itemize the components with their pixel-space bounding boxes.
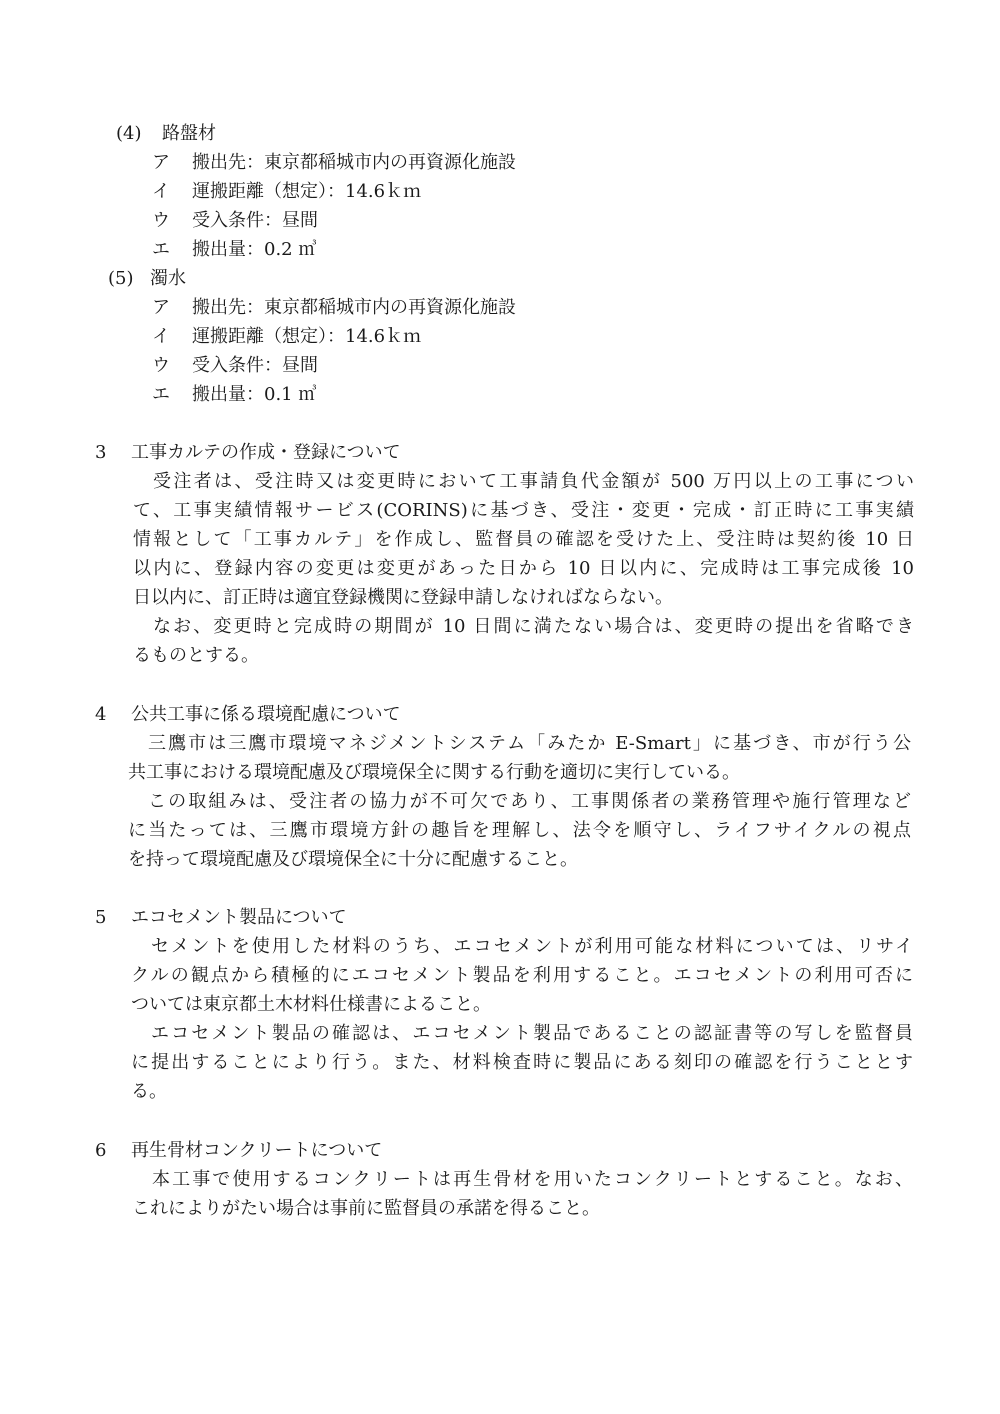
section-heading-6 xyxy=(95,1139,382,1163)
subheading-title: 濁水 xyxy=(150,268,186,289)
paragraph-line: に提出することにより行う。また、材料検査時に製品にある刻印の確認を行うこととす xyxy=(131,1052,913,1073)
paragraph-line: を持って環境配慮及び環境保全に十分に配慮すること。 xyxy=(128,849,578,870)
paragraph-line: 情報として「工事カルテ」を作成し、監督員の確認を受けた上、受注時は契約後 10 日 xyxy=(133,529,914,550)
section-number: 3 xyxy=(95,442,107,463)
paragraph-line: ついては東京都土木材料仕様書によること。 xyxy=(131,994,491,1015)
paragraph-line: セメントを使用した材料のうち、エコセメントが利用可能な材料については、リサイ xyxy=(151,936,913,957)
list-item: イ 運搬距離（想定）：14.6ｋｍ xyxy=(152,181,422,202)
list-item: イ 運搬距離（想定）：14.6ｋｍ xyxy=(152,326,422,347)
subheading-4 xyxy=(116,122,216,146)
paragraph-line: 日以内に、訂正時は適宜登録機関に登録申請しなければならない。 xyxy=(133,587,673,608)
section-title: 工事カルテの作成・登録について xyxy=(131,442,401,463)
paragraph-line: この取組みは、受注者の協力が不可欠であり、工事関係者の業務管理や施行管理など xyxy=(148,791,911,812)
paragraph-line: 三鷹市は三鷹市環境マネジメントシステム「みたか E-Smart」に基づき、市が行う公 xyxy=(148,733,911,754)
list-item: エ 搬出量：0.1 ㎥ xyxy=(152,384,317,405)
list-item: ア 搬出先：東京都稲城市内の再資源化施設 xyxy=(152,297,516,318)
subheading-number: (5) xyxy=(108,268,134,289)
section-heading-5 xyxy=(95,906,347,930)
paragraph-line: る。 xyxy=(131,1081,167,1102)
section-number: 5 xyxy=(95,907,107,928)
section-number: 4 xyxy=(95,704,107,725)
section-title: 再生骨材コンクリートについて xyxy=(131,1140,383,1161)
list-item: エ 搬出量：0.2 ㎥ xyxy=(152,239,317,260)
section-heading-4 xyxy=(95,703,401,727)
section-title: エコセメント製品について xyxy=(131,907,347,928)
paragraph-line: に当たっては、三鷹市環境方針の趣旨を理解し、法令を順守し、ライフサイクルの視点 xyxy=(128,820,911,841)
paragraph-line: て、工事実績情報サービス(CORINS)に基づき、受注・変更・完成・訂正時に工事実績 xyxy=(133,500,914,521)
section-heading-3 xyxy=(95,441,401,465)
section-number: 6 xyxy=(95,1140,107,1161)
list-item: ウ 受入条件：昼間 xyxy=(152,355,318,376)
paragraph-line: 受注者は、受注時又は変更時において工事請負代金額が 500 万円以上の工事につい xyxy=(153,471,914,492)
paragraph-line: 本工事で使用するコンクリートは再生骨材を用いたコンクリートとすること。なお、 xyxy=(152,1169,913,1190)
paragraph-line: エコセメント製品の確認は、エコセメント製品であることの認証書等の写しを監督員 xyxy=(151,1023,913,1044)
subheading-title: 路盤材 xyxy=(162,123,216,144)
list-item: ア 搬出先：東京都稲城市内の再資源化施設 xyxy=(152,152,516,173)
list-item: ウ 受入条件：昼間 xyxy=(152,210,318,231)
subheading-5 xyxy=(108,267,186,291)
subheading-number: (4) xyxy=(116,123,142,144)
paragraph-line: 以内に、登録内容の変更は変更があった日から 10 日以内に、完成時は工事完成後 10 xyxy=(133,558,914,579)
paragraph-line: これによりがたい場合は事前に監督員の承諾を得ること。 xyxy=(132,1198,600,1219)
paragraph-line: クルの観点から積極的にエコセメント製品を利用すること。エコセメントの利用可否に xyxy=(131,965,913,986)
section-title: 公共工事に係る環境配慮について xyxy=(131,704,401,725)
paragraph-line: るものとする。 xyxy=(133,645,259,666)
paragraph-line: なお、変更時と完成時の期間が 10 日間に満たない場合は、変更時の提出を省略でき xyxy=(153,616,914,637)
paragraph-line: 共工事における環境配慮及び環境保全に関する行動を適切に実行している。 xyxy=(128,762,740,783)
